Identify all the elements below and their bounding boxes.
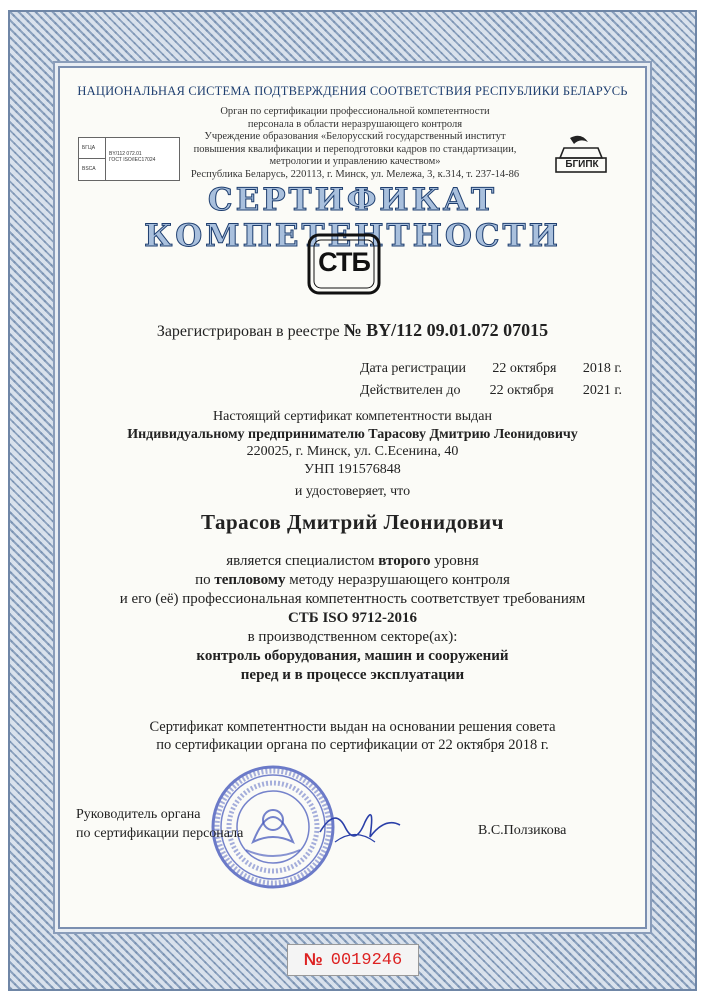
organ-line: метрологии и управлению качеством»	[269, 156, 441, 168]
issued-line: Настоящий сертификат компетентности выдан	[213, 409, 492, 424]
organ-line: Учреждение образования «Белорусский государственный институт	[204, 131, 506, 143]
national-system-heading: НАЦИОНАЛЬНАЯ СИСТЕМА ПОДТВЕРЖДЕНИЯ СООТВЕТСТВИЯ РЕСПУБЛИКИ БЕЛАРУСЬ	[77, 84, 628, 98]
basis-block	[60, 718, 645, 754]
organ-line: повышения квалификации и переподготовки кадров по стандартизации,	[193, 143, 517, 155]
bgipk-logo	[550, 134, 612, 176]
method-line-text: методу неразрушающего контроля	[285, 572, 510, 588]
registration-date-row	[360, 358, 622, 380]
organ-info	[190, 106, 520, 169]
dates-block	[360, 358, 622, 402]
basis-line: Сертификат компетентности выдан на основании решения совета	[149, 719, 556, 735]
person-name: Тарасов Дмитрий Леонидович	[200, 510, 504, 534]
registry-number: № BY/112 09.01.072 07015	[343, 320, 549, 340]
handwritten-signature	[315, 797, 405, 852]
serial-number: 0019246	[330, 950, 403, 970]
competence-block	[60, 552, 645, 685]
valid-until-label: Действителен до	[360, 383, 461, 398]
method-line	[60, 571, 645, 590]
certificate-holder: Индивидуальному предпринимателю Тарасову Дмитрию Леонидовичу	[127, 426, 578, 442]
sector-value: контроль оборудования, машин и сооружений	[196, 648, 509, 664]
registry-line	[60, 320, 645, 341]
sector-line: в производственном секторе(ах):	[247, 629, 458, 645]
stb-logo-text: СТБ	[318, 247, 370, 277]
holder-unp: УНП 191576848	[304, 461, 401, 477]
level-value: второго	[378, 553, 431, 569]
requirements-line: и его (её) профессиональная компетентность соответствует требованиям	[119, 591, 586, 607]
registration-date-year: 2018 г.	[582, 361, 622, 376]
registry-prefix: Зарегистрирован в реестре	[156, 323, 340, 340]
issued-block	[60, 408, 645, 478]
serial-prefix: №	[303, 950, 323, 969]
bgipk-logo-text: БГИПК	[565, 159, 599, 170]
level-line-text: уровня	[430, 553, 479, 569]
basis-line: по сертификации органа по сертификации от 22 октября 2018 г.	[156, 737, 549, 753]
method-line-text: по	[195, 572, 215, 588]
stb-logo	[307, 233, 381, 295]
accreditation-number: BY/112 072.01	[109, 151, 142, 157]
level-line-text: является специалистом	[226, 553, 379, 569]
level-line	[60, 552, 645, 571]
method-value: тепловому	[214, 572, 286, 588]
valid-until-row	[360, 380, 622, 402]
signatory-title-line: по сертификации персонала	[76, 826, 244, 841]
certificate-title: СЕРТИФИКАТ КОМПЕТЕНТНОСТИ	[144, 182, 561, 254]
valid-until-year: 2021 г.	[582, 383, 622, 398]
registration-date-day: 22 октября	[492, 361, 557, 376]
organ-address: Республика Беларусь, 220113, г. Минск, ул. Мележа, 3, к.314, т. 237-14-86	[190, 169, 520, 180]
valid-until-day: 22 октября	[489, 383, 554, 398]
accreditation-standard: ГОСТ ISO/IEC17024	[109, 157, 156, 163]
sector-value-cont: перед и в процессе эксплуатации	[240, 667, 465, 683]
accreditation-bottom-label: BSCA	[82, 166, 96, 172]
registration-date-label: Дата регистрации	[360, 361, 467, 376]
signatory-title	[76, 805, 243, 843]
accreditation-top-label: БГЦА	[79, 138, 105, 159]
organ-line: персонала в области неразрушающего контроля	[247, 118, 463, 130]
organ-line: Орган по сертификации профессиональной компетентности	[220, 106, 490, 117]
serial-number-box	[287, 944, 419, 976]
certifies-line: и удостоверяет, что	[294, 484, 411, 499]
standard-value: СТБ ISO 9712-2016	[287, 610, 418, 626]
signatory-name: В.С.Ползикова	[478, 823, 567, 838]
accreditation-mark	[78, 137, 180, 181]
holder-address: 220025, г. Минск, ул. С.Есенина, 40	[246, 444, 459, 459]
signature-icon	[315, 797, 405, 852]
signatory-title-line: Руководитель органа	[76, 807, 201, 822]
